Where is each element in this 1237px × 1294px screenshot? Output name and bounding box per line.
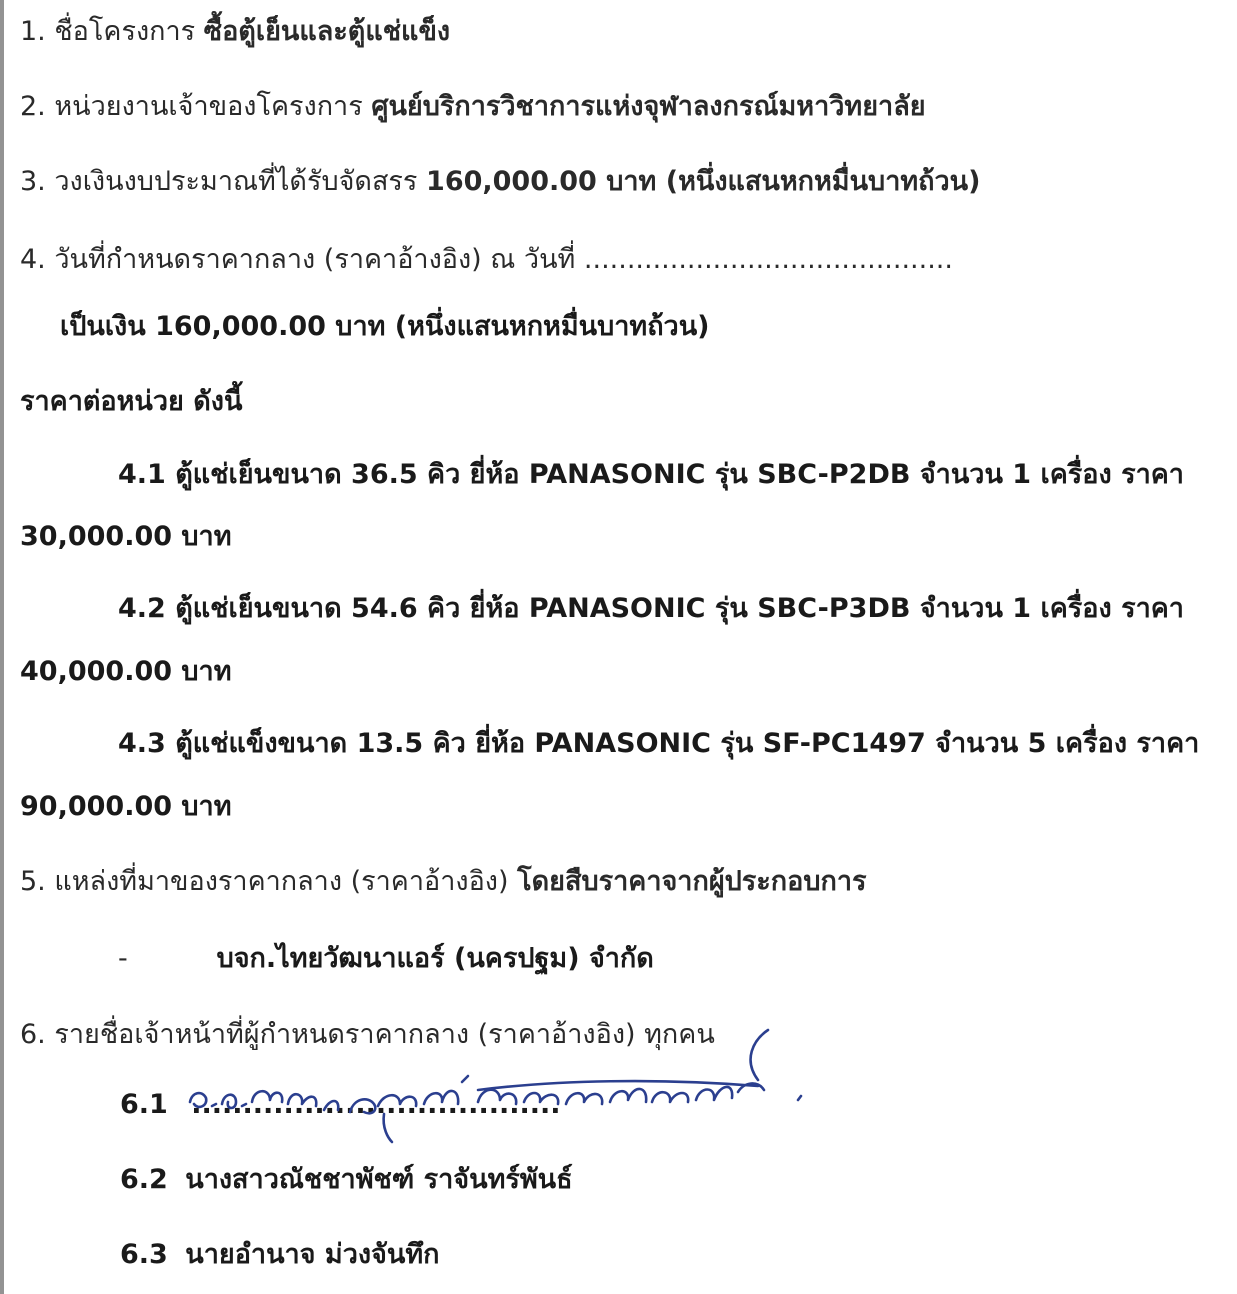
line-price-source bbox=[20, 865, 867, 899]
item-number: 4. bbox=[20, 244, 46, 275]
item-description: ตู้แช่แข็งขนาด 13.5 คิว ยี่ห้อ PANASONIC รุ่น SF-PC1497 จำนวน 5 เครื่อง ราคา bbox=[175, 728, 1200, 759]
line-project-name bbox=[20, 15, 450, 49]
supplier-name: บจก.ไทยวัฒนาแอร์ (นครปฐม) จำกัด bbox=[216, 943, 654, 974]
officer-6-2 bbox=[120, 1163, 573, 1197]
item-description: ตู้แช่เย็นขนาด 36.5 คิว ยี่ห้อ PANASONIC รุ่น SBC-P2DB จำนวน 1 เครื่อง ราคา bbox=[175, 459, 1184, 490]
officer-name: นางสาวณัชชาพัชฑ์ ราจันทร์พันธ์ bbox=[185, 1164, 573, 1195]
item-number: 6.2 bbox=[120, 1164, 168, 1195]
price-source: โดยสืบราคาจากผู้ประกอบการ bbox=[517, 866, 867, 897]
signature-line: .................................... bbox=[191, 1089, 561, 1120]
project-name: ซื้อตู้เย็นและตู้แช่แข็ง bbox=[203, 16, 451, 47]
line-reference-date bbox=[20, 243, 953, 277]
reference-amount: เป็นเงิน 160,000.00 บาท (หนึ่งแสนหกหมื่นบาทถ้วน) bbox=[60, 311, 710, 342]
handwritten-signature bbox=[178, 1020, 838, 1150]
item-4-3-price: 90,000.00 บาท bbox=[20, 791, 232, 822]
item-number: 3. bbox=[20, 166, 46, 197]
officer-name: นายอำนาจ ม่วงจันทึก bbox=[185, 1239, 440, 1270]
unit-price-heading: ราคาต่อหน่วย ดังนี้ bbox=[20, 386, 243, 417]
bullet-dash: - bbox=[118, 943, 128, 974]
item-number: 4.1 bbox=[118, 459, 166, 490]
field-label: รายชื่อเจ้าหน้าที่ผู้กำหนดราคากลาง (ราคาอ้างอิง) ทุกคน bbox=[54, 1019, 715, 1050]
field-label: หน่วยงานเจ้าของโครงการ bbox=[54, 91, 363, 122]
item-number: 6.3 bbox=[120, 1239, 168, 1270]
field-label: ชื่อโครงการ bbox=[54, 16, 196, 47]
field-label: วงเงินงบประมาณที่ได้รับจัดสรร bbox=[54, 166, 418, 197]
line-budget bbox=[20, 165, 980, 199]
item-number: 4.2 bbox=[118, 593, 166, 624]
item-description: ตู้แช่เย็นขนาด 54.6 คิว ยี่ห้อ PANASONIC รุ่น SBC-P3DB จำนวน 1 เครื่อง ราคา bbox=[175, 593, 1184, 624]
item-4-1-price: 30,000.00 บาท bbox=[20, 521, 232, 552]
signature-icon bbox=[178, 1020, 838, 1150]
item-number: 2. bbox=[20, 91, 46, 122]
budget-amount: 160,000.00 บาท (หนึ่งแสนหกหมื่นบาทถ้วน) bbox=[426, 166, 981, 197]
owner-unit: ศูนย์บริการวิชาการแห่งจุฬาลงกรณ์มหาวิทยาลัย bbox=[371, 91, 926, 122]
supplier-line bbox=[118, 942, 654, 976]
item-4-3 bbox=[118, 727, 1199, 761]
item-number: 4.3 bbox=[118, 728, 166, 759]
field-label: แหล่งที่มาของราคากลาง (ราคาอ้างอิง) bbox=[54, 866, 509, 897]
scan-edge bbox=[0, 0, 4, 1294]
field-label: วันที่กำหนดราคากลาง (ราคาอ้างอิง) ณ วันที่ bbox=[54, 244, 576, 275]
item-4-1 bbox=[118, 458, 1184, 492]
item-number: 5. bbox=[20, 866, 46, 897]
item-number: 6.1 bbox=[120, 1089, 168, 1120]
item-4-2-price: 40,000.00 บาท bbox=[20, 656, 232, 687]
officer-6-3 bbox=[120, 1238, 439, 1272]
item-number: 1. bbox=[20, 16, 46, 47]
item-number: 6. bbox=[20, 1019, 46, 1050]
item-4-2 bbox=[118, 592, 1184, 626]
date-blank: ........................................... bbox=[583, 244, 953, 275]
line-owner-unit bbox=[20, 90, 926, 124]
